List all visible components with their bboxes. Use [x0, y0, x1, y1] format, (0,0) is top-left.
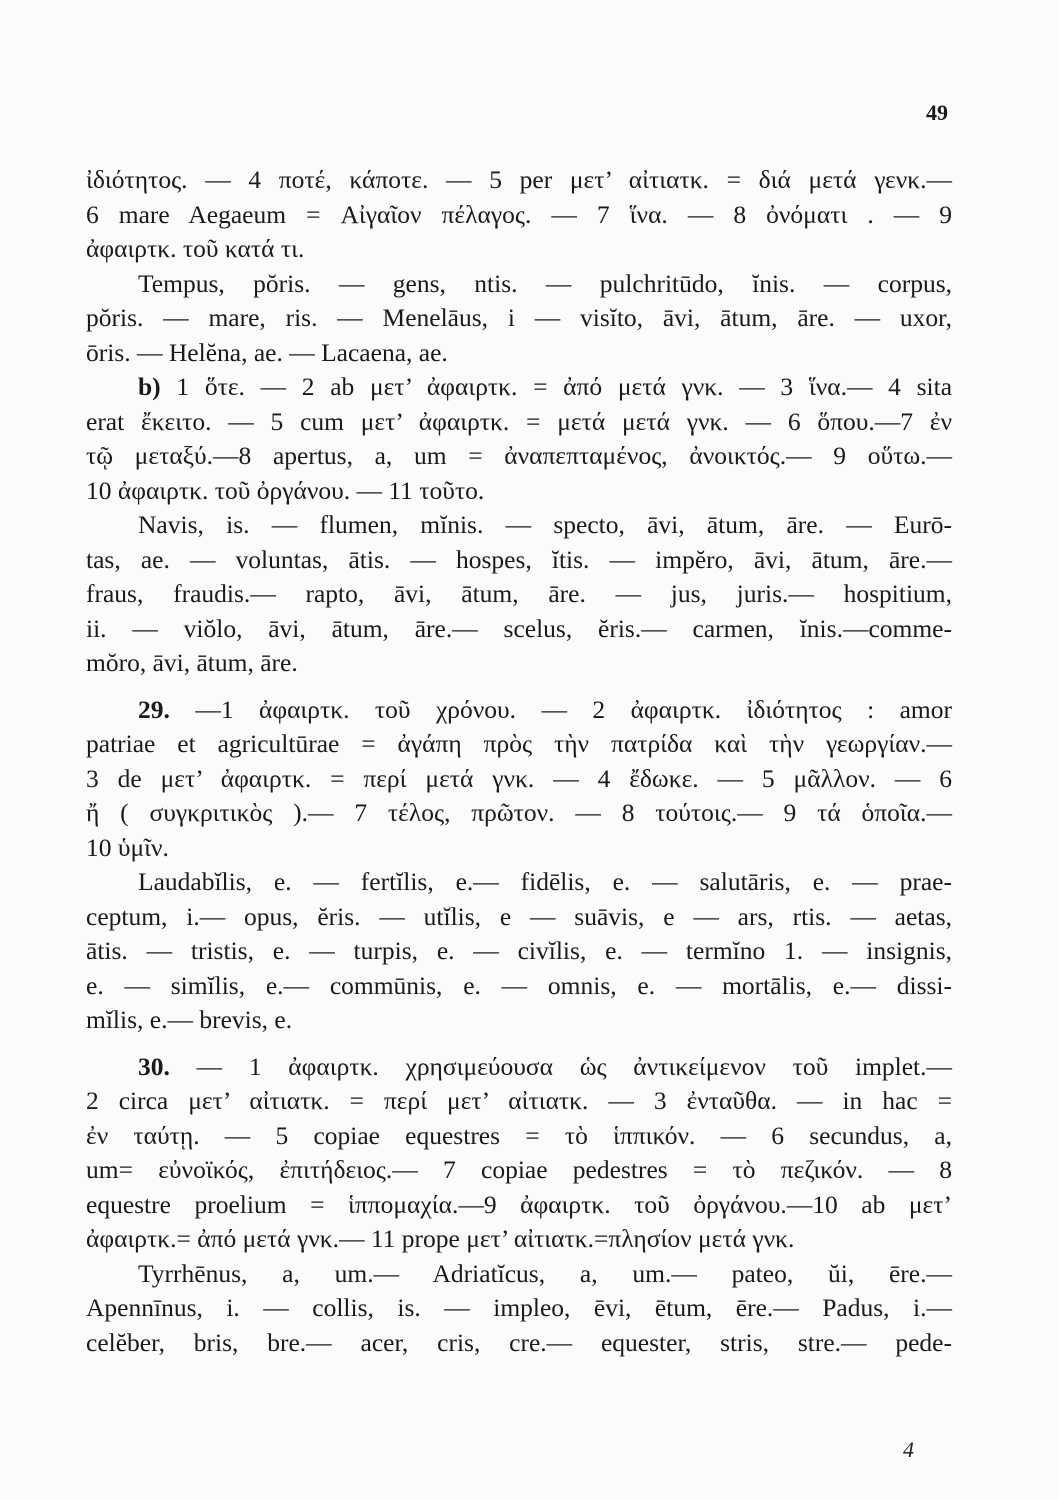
text-line: 29. —1 ἀφαιρτκ. τοῦ χρόνου. — 2 ἀφαιρτκ. ἰδιότητος : amor: [138, 694, 952, 724]
body-text: [86, 163, 952, 1360]
text-line: 6 mare Aegaeum = Αἰγαῖον πέλαγος. — 7 ἵνα. — 8 ὀνόματι . — 9: [86, 199, 952, 229]
text-line: Tyrrhēnus, a, um.— Adriatĭcus, a, um.— pateo, ŭi, ēre.—: [138, 1258, 952, 1288]
text-line: tas, ae. — voluntas, ātis. — hospes, ĭtis. — impĕro, āvi, ātum, āre.—: [86, 544, 952, 574]
text-line: um= εὐνοϊκός, ἐπιτήδειος.— 7 copiae pedestres = τὸ πεζικόν. — 8: [86, 1155, 952, 1184]
text-line: ἐν ταύτῃ. — 5 copiae equestres = τὸ ἱππικόν. — 6 secundus, a,: [86, 1120, 952, 1150]
text-line: 30. — 1 ἀφαιρτκ. χρησιμεύουσα ὡς ἀντικείμενον τοῦ implet.—: [138, 1051, 953, 1081]
text-line: erat ἔκειτο. — 5 cum μετ’ ἀφαιρτκ. = μετά μετά γνκ. — 6 ὅπου.—7 ἐν: [86, 406, 952, 436]
text-line: ōris. — Helĕna, ae. — Lacaena, ae.: [86, 337, 448, 367]
text-line: b) 1 ὅτε. — 2 ab μετ’ ἀφαιρτκ. = ἀπό μετά γνκ. — 3 ἵνα.— 4 sita: [138, 372, 953, 401]
text-line: fraus, fraudis.— rapto, āvi, ātum, āre. — jus, juris.— hospitium,: [86, 579, 952, 608]
text-line: equestre proelium = ἱππομαχία.—9 ἀφαιρτκ. τοῦ ὀργάνου.—10 ab μετ’: [86, 1189, 952, 1219]
text-line: ἀφαιρτκ.= ἀπό μετά γνκ.— 11 prope μετ’ αἰτιατκ.=πλησίον μετά γνκ.: [86, 1224, 795, 1253]
text-line: mŏro, āvi, ātum, āre.: [86, 648, 298, 677]
text-line: ἤ ( συγκριτικὸς ).— 7 τέλος, πρῶτον. — 8 τούτοις.— 9 τά ὁποῖα.—: [86, 798, 952, 827]
text-line: e. — simĭlis, e.— commūnis, e. — omnis, e. — mortālis, e.— dissi-: [86, 970, 952, 1000]
text-line: ceptum, i.— opus, ĕris. — utĭlis, e — suāvis, e — ars, rtis. — aetas,: [86, 901, 952, 931]
text-line: celĕber, bris, bre.— acer, cris, cre.— equester, stris, stre.— pede-: [86, 1327, 952, 1357]
text-line: Apennīnus, i. — collis, is. — impleo, ēvi, ētum, ēre.— Padus, i.—: [86, 1293, 952, 1322]
text-line: τῷ μεταξύ.—8 apertus, a, um = ἀναπεπταμένος, ἀνοικτός.— 9 οὕτω.—: [86, 441, 952, 470]
text-line: Laudabĭlis, e. — fertĭlis, e.— fidēlis, e. — salutāris, e. — prae-: [138, 867, 952, 896]
text-line: ātis. — tristis, e. — turpis, e. — civĭlis, e. — termĭno 1. — insignis,: [86, 936, 952, 965]
signature-mark: 4: [903, 1437, 914, 1462]
text-line: ἰδιότητος. — 4 ποτέ, κάποτε. — 5 per μετ’ αἰτιατκ. = διά μετά γενκ.—: [86, 165, 952, 194]
text-line: 10 ὑμῖν.: [86, 832, 169, 862]
text-line: ii. — viŏlo, āvi, ātum, āre.— scelus, ĕris.— carmen, ĭnis.—comme-: [86, 613, 952, 643]
text-line: 10 ἀφαιρτκ. τοῦ ὀργάνου. — 11 τοῦτο.: [86, 475, 485, 505]
text-line: patriae et agricultūrae = ἀγάπη πρὸς τὴν πατρίδα καὶ τὴν γεωργίαν.—: [86, 729, 952, 758]
text-line: Tempus, pŏris. — gens, ntis. — pulchritūdo, ĭnis. — corpus,: [138, 268, 952, 298]
text-line: Navis, is. — flumen, mĭnis. — specto, āvi, ātum, āre. — Eurō-: [138, 510, 952, 539]
page-number: 49: [926, 100, 948, 125]
section-number: 29.: [138, 694, 170, 724]
text-line: 3 de μετ’ ἀφαιρτκ. = περί μετά γνκ. — 4 ἔδωκε. — 5 μᾶλλον. — 6: [86, 763, 952, 793]
text-line: mĭlis, e.— brevis, e.: [86, 1005, 293, 1034]
section-number: 30.: [138, 1051, 170, 1081]
text-line: ἀφαιρτκ. τοῦ κατά τι.: [86, 234, 305, 263]
section-label: b): [138, 372, 161, 401]
text-line: pŏris. — mare, ris. — Menelāus, i — visĭto, āvi, ātum, āre. — uxor,: [86, 303, 952, 332]
text-line: 2 circa μετ’ αἰτιατκ. = περί μετ’ αἰτιατκ. — 3 ἐνταῦθα. — in hac =: [86, 1086, 952, 1115]
